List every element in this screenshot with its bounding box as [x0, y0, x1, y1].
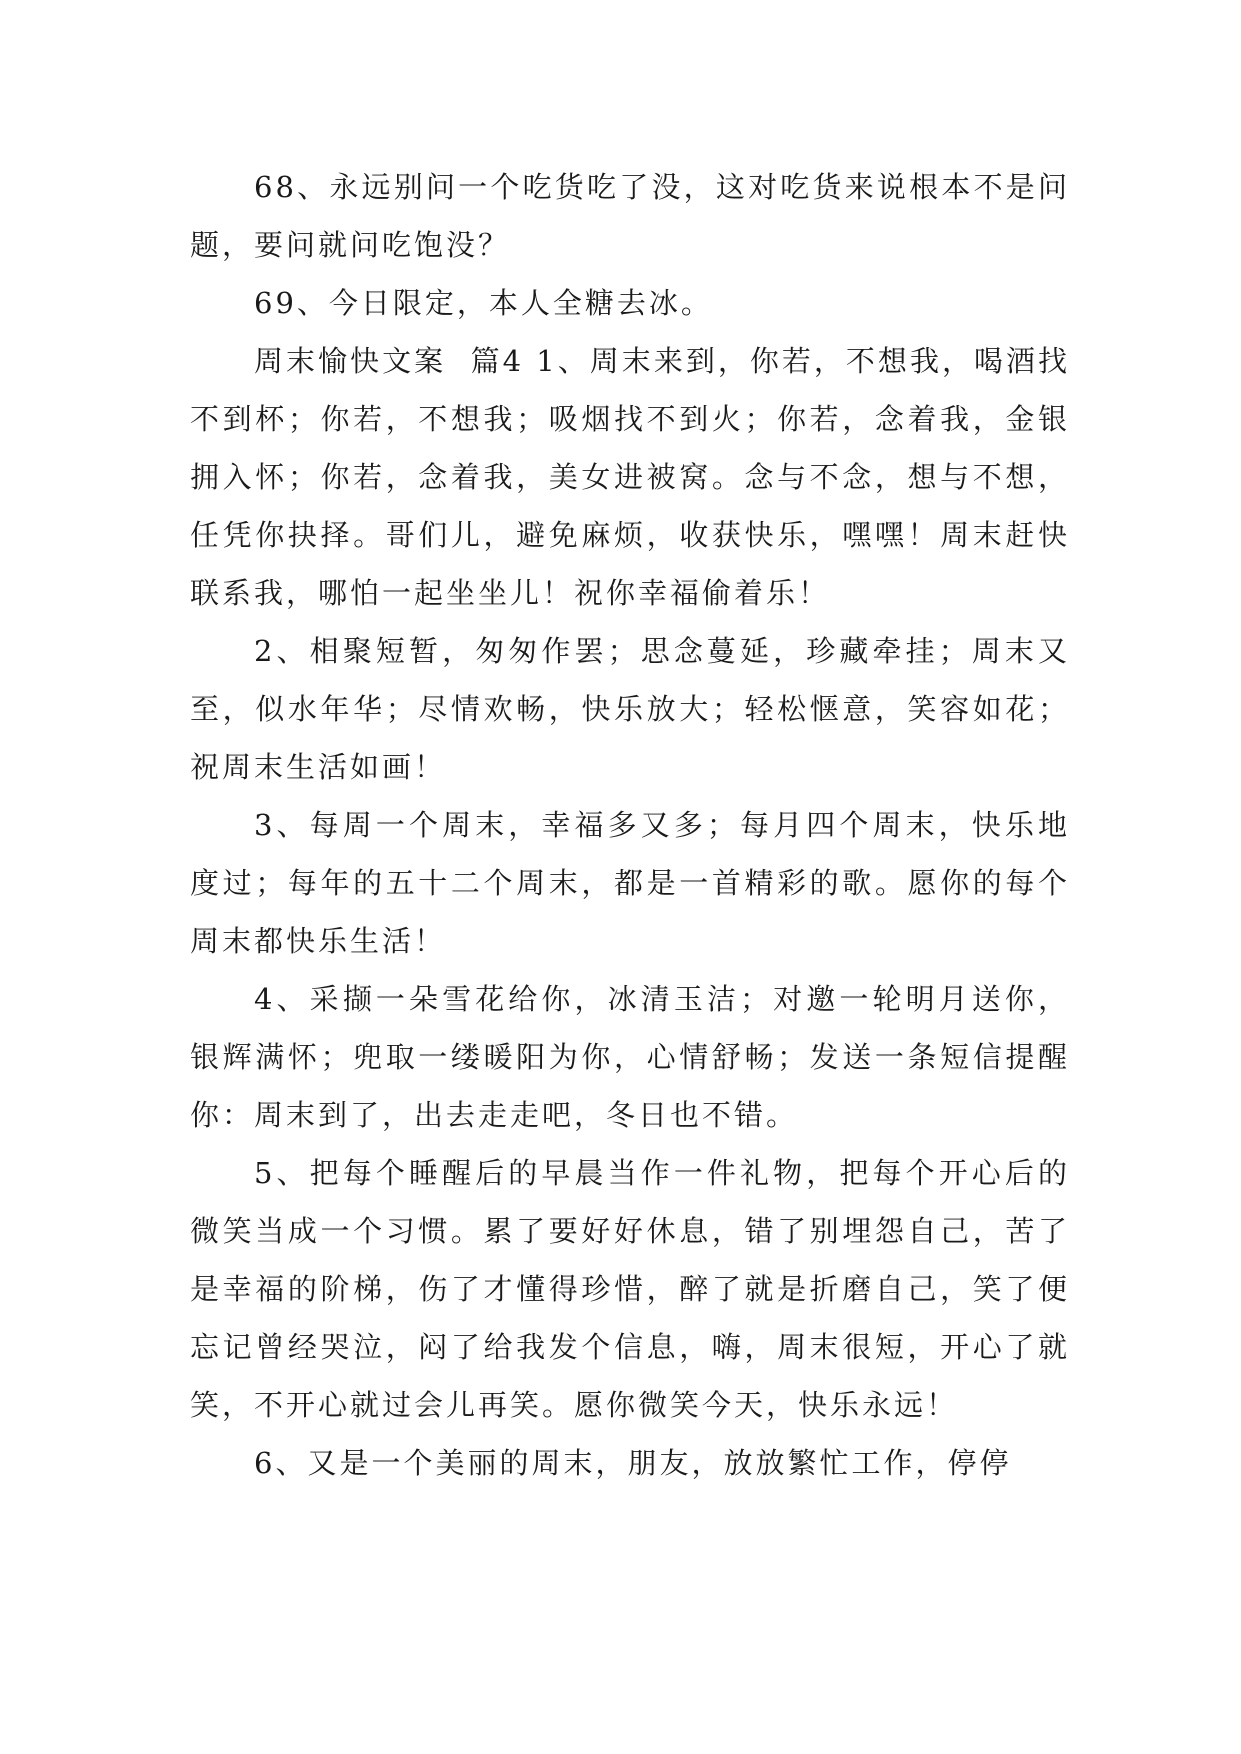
paragraph-item2	[190, 622, 1070, 796]
paragraph-text: 5、把每个睡醒后的早晨当作一件礼物，把每个开心后的微笑当成一个习惯。累了要好好休息，错了别埋怨自己，苦了是幸福的阶梯，伤了才懂得珍惜，醉了就是折磨自己，笑了便忘记曾经哭泣，闷了给我发个信息，嗨，周末很短，开心了就笑，不开心就过会儿再笑。愿你微笑今天，快乐永远！	[190, 1156, 1070, 1422]
paragraph-text: 68、永远别问一个吃货吃了没，这对吃货来说根本不是问题，要问就问吃饱没？	[190, 170, 1070, 262]
paragraph-69	[190, 274, 1070, 332]
document-body	[190, 158, 1070, 1492]
section-heading: 周末愉快文案 篇4	[254, 344, 525, 378]
paragraph-section4-item1	[190, 332, 1070, 622]
paragraph-item5	[190, 1144, 1070, 1434]
paragraph-text: 2、相聚短暂，匆匆作罢；思念蔓延，珍藏牵挂；周末又至，似水年华；尽情欢畅，快乐放大；轻松惬意，笑容如花；祝周末生活如画！	[190, 634, 1070, 784]
paragraph-text: 4、采撷一朵雪花给你，冰清玉洁；对邀一轮明月送你，银辉满怀；兜取一缕暖阳为你，心情舒畅；发送一条短信提醒你：周末到了，出去走走吧，冬日也不错。	[190, 982, 1070, 1132]
paragraph-text: 3、每周一个周末，幸福多又多；每月四个周末，快乐地度过；每年的五十二个周末，都是一首精彩的歌。愿你的每个周末都快乐生活！	[190, 808, 1070, 958]
paragraph-68	[190, 158, 1070, 274]
paragraph-text: 1、周末来到，你若，不想我，喝酒找不到杯；你若，不想我；吸烟找不到火；你若，念着我，金银拥入怀；你若，念着我，美女进被窝。念与不念，想与不想，任凭你抉择。哥们儿，避免麻烦，收获快乐，嘿嘿！周末赶快联系我，哪怕一起坐坐儿！祝你幸福偷着乐！	[190, 344, 1071, 610]
paragraph-item6	[190, 1434, 1070, 1492]
paragraph-item3	[190, 796, 1070, 970]
paragraph-text: 69、今日限定，本人全糖去冰。	[254, 286, 713, 320]
section-gap	[524, 344, 536, 378]
paragraph-text: 6、又是一个美丽的周末，朋友，放放繁忙工作，停停	[254, 1446, 1012, 1480]
paragraph-item4	[190, 970, 1070, 1144]
